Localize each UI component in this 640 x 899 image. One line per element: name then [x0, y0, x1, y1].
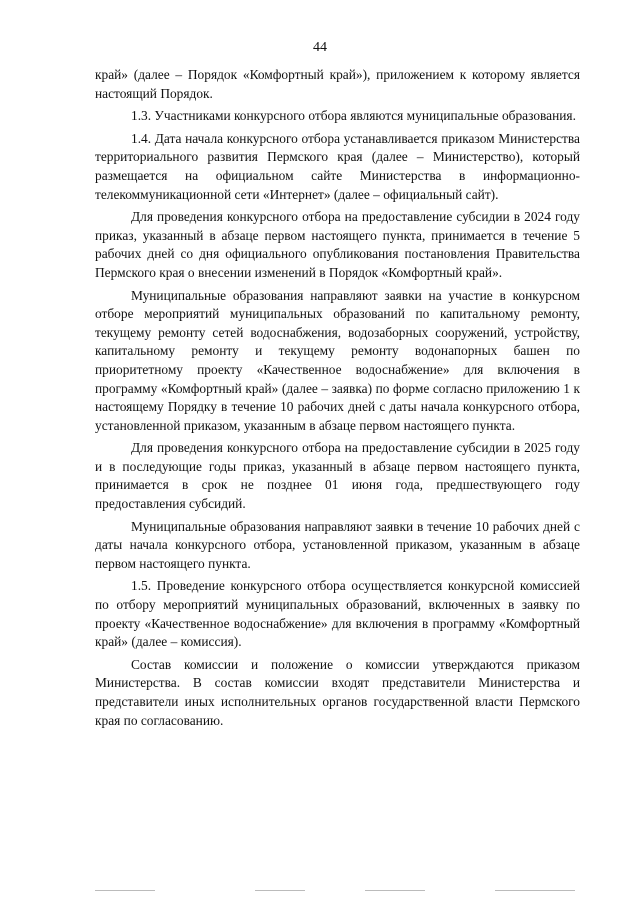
paragraph-applications: Муниципальные образования направляют заявки на участие в конкурсном отборе мероприятий муниципальных образований по капитальному ремонту, текущему ремонту сетей водоснабжения, водозаборных сооружений, устройству, капитальному ремонту и текущему ремонту водонапорных башен по приоритетному проекту «Качественное водоснабжение» для включения в программу «Комфортный край» (далее – заявка) по форме согласно приложению 1 к настоящему Порядку в течение 10 рабочих дней с даты начала конкурсного отбора, установленной приказом, указанным в абзаце первом настоящего пункта.: [95, 287, 580, 433]
paragraph-commission: Состав комиссии и положение о комиссии утверждаются приказом Министерства. В состав комиссии входят представители Министерства и представители иных исполнительных органов государственной власти Пермского края по согласованию.: [95, 656, 580, 728]
paragraph-continuation: край» (далее – Порядок «Комфортный край»), приложением к которому является настоящий Порядок.: [95, 67, 580, 101]
scan-mark: [365, 890, 425, 891]
paragraph-2025-order: Для проведения конкурсного отбора на предоставление субсидии в 2025 году и в последующие годы приказ, указанный в абзаце первом настоящего пункта, принимается в срок не позднее 01 июня года, предшествующего году предоставления субсидий.: [95, 440, 580, 512]
paragraph-applications-deadline: Муниципальные образования направляют заявки в течение 10 рабочих дней с даты начала конкурсного отбора, установленной приказом, указанным в абзаце первом настоящего пункта.: [95, 518, 580, 571]
scan-mark: [255, 890, 305, 891]
paragraph-2024-order: Для проведения конкурсного отбора на предоставление субсидии в 2024 году приказ, указанный в абзаце первом настоящего пункта, принимается в течение 5 рабочих дней со дня официального опубликования постановления Правительства Пермского края о внесении изменений в Порядок «Комфортный край».: [95, 209, 580, 280]
scan-mark: [95, 890, 155, 891]
scan-mark: [495, 890, 575, 891]
paragraph-1-5: 1.5. Проведение конкурсного отбора осуществляется конкурсной комиссией по отбору мероприятий муниципальных образований, включенных в заявку по проекту «Качественное водоснабжение» для включения в программу «Комфортный край» (далее – комиссия).: [95, 578, 580, 650]
footer-scan-marks: [95, 890, 580, 893]
paragraph-1-3: 1.3. Участниками конкурсного отбора являются муниципальные образования.: [131, 108, 576, 124]
paragraph-1-4: 1.4. Дата начала конкурсного отбора устанавливается приказом Министерства территориального развития Пермского края (далее – Министерство), который размещается на официальном сайте Министерства в информационно-телекоммуникационной сети «Интернет» (далее – официальный сайт).: [95, 130, 580, 202]
document-body: [95, 66, 580, 734]
page-number: 44: [313, 40, 327, 55]
